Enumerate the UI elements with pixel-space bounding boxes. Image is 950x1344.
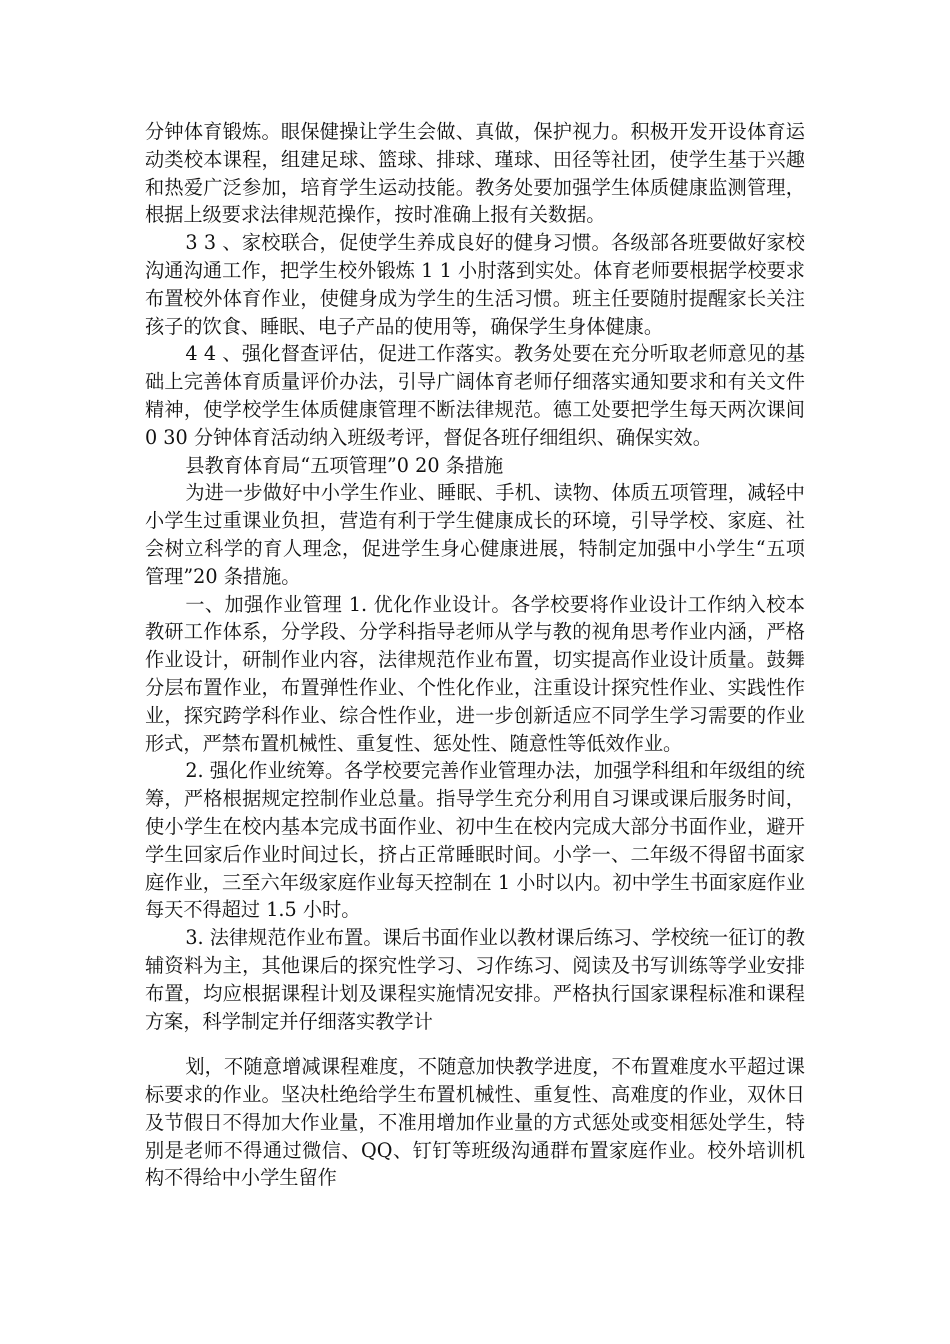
paragraph-homework-assignment: 3. 法律规范作业布置。课后书面作业以教材课后练习、学校统一征订的教辅资料为主，其他课后的探究性学习、习作练习、阅读及书写训练等学业安排布置，均应根据课程计划及课程实施情况安排。严格执行国家课程标准和课程方案，科学制定并仔细落实教学计: [145, 926, 805, 1033]
paragraph-2: 3 3 、家校联合，促使学生养成良好的健身习惯。各级部各班要做好家校沟通沟通工作，把学生校外锻炼 1 1 小肘落到实处。体育老师要根据学校要求布置校外体育作业，使健身成为学生的生活习惯。班主任要随肘提醒家长关注孩子的饮食、睡眠、电子产品的使用等，确保学生身体健康。: [145, 231, 805, 338]
document-page: [145, 118, 805, 1192]
section-heading: 县教育体育局“五项管理”0 20 条措施: [185, 453, 504, 477]
paragraph-homework-coordination: 2. 强化作业统筹。各学校要完善作业管理办法，加强学科组和年级组的统筹，严格根据规定控制作业总量。指导学生充分利用自习课或课后服务时间，使小学生在校内基本完成书面作业、初中生在校内完成大部分书面作业，避开学生回家后作业时间过长，挤占正常睡眠时间。小学一、二年级不得留书面家庭作业，三至六年级家庭作业每天控制在 1 小时以内。初中学生书面家庭作业每天不得超过 1.5 小时。: [145, 759, 805, 922]
paragraph-homework-design: 一、加强作业管理 1. 优化作业设计。各学校要将作业设计工作纳入校本教研工作体系，分学段、分学科指导老师从学与教的视角思考作业内涵，严格作业设计，研制作业内容，法律规范作业布置，切实提高作业设计质量。鼓舞分层布置作业，布置弹性作业、个性化作业，注重设计探究性作业、实践性作业，探究跨学科作业、综合性作业，进一步创新适应不同学生学习需要的作业形式，严禁布置机械性、重复性、惩处性、随意性等低效作业。: [145, 592, 805, 755]
paragraph-intro: 为进一步做好中小学生作业、睡眠、手机、读物、体质五项管理，减轻中小学生过重课业负担，营造有利于学生健康成长的环境，引导学校、家庭、社会树立科学的育人理念，促进学生身心健康进展，特制定加强中小学生“五项管理”20 条措施。: [145, 481, 805, 588]
paragraph-1: 分钟体育锻炼。眼保健操让学生会做、真做，保护视力。积极开发开设体育运动类校本课程，组建足球、篮球、排球、瑾球、田径等社团，使学生基于兴趣和热爱广泛参加，培育学生运动技能。教务处要加强学生体质健康监测管理，根据上级要求法律规范操作，按时准确上报有关数据。: [145, 120, 805, 227]
paragraph-continuation: 划，不随意增减课程难度，不随意加快教学进度，不布置难度水平超过课标要求的作业。坚决杜绝给学生布置机械性、重复性、高难度的作业，双休日及节假日不得加大作业量，不准用增加作业量的方式惩处或变相惩处学生，特别是老师不得通过微信、QQ、钉钉等班级沟通群布置家庭作业。校外培训机构不得给中小学生留作: [145, 1055, 805, 1190]
page-gap: [145, 1035, 805, 1053]
paragraph-3: 4 4 、强化督查评估，促进工作落实。教务处要在充分听取老师意见的基础上完善体育质量评价办法，引导广阔体育老师仔细落实通知要求和有关文件精神，使学校学生体质健康管理不断法律规范。德工处要把学生每天两次课间 0 30 分钟体育活动纳入班级考评，督促各班仔细组织、确保实效。: [145, 342, 805, 449]
